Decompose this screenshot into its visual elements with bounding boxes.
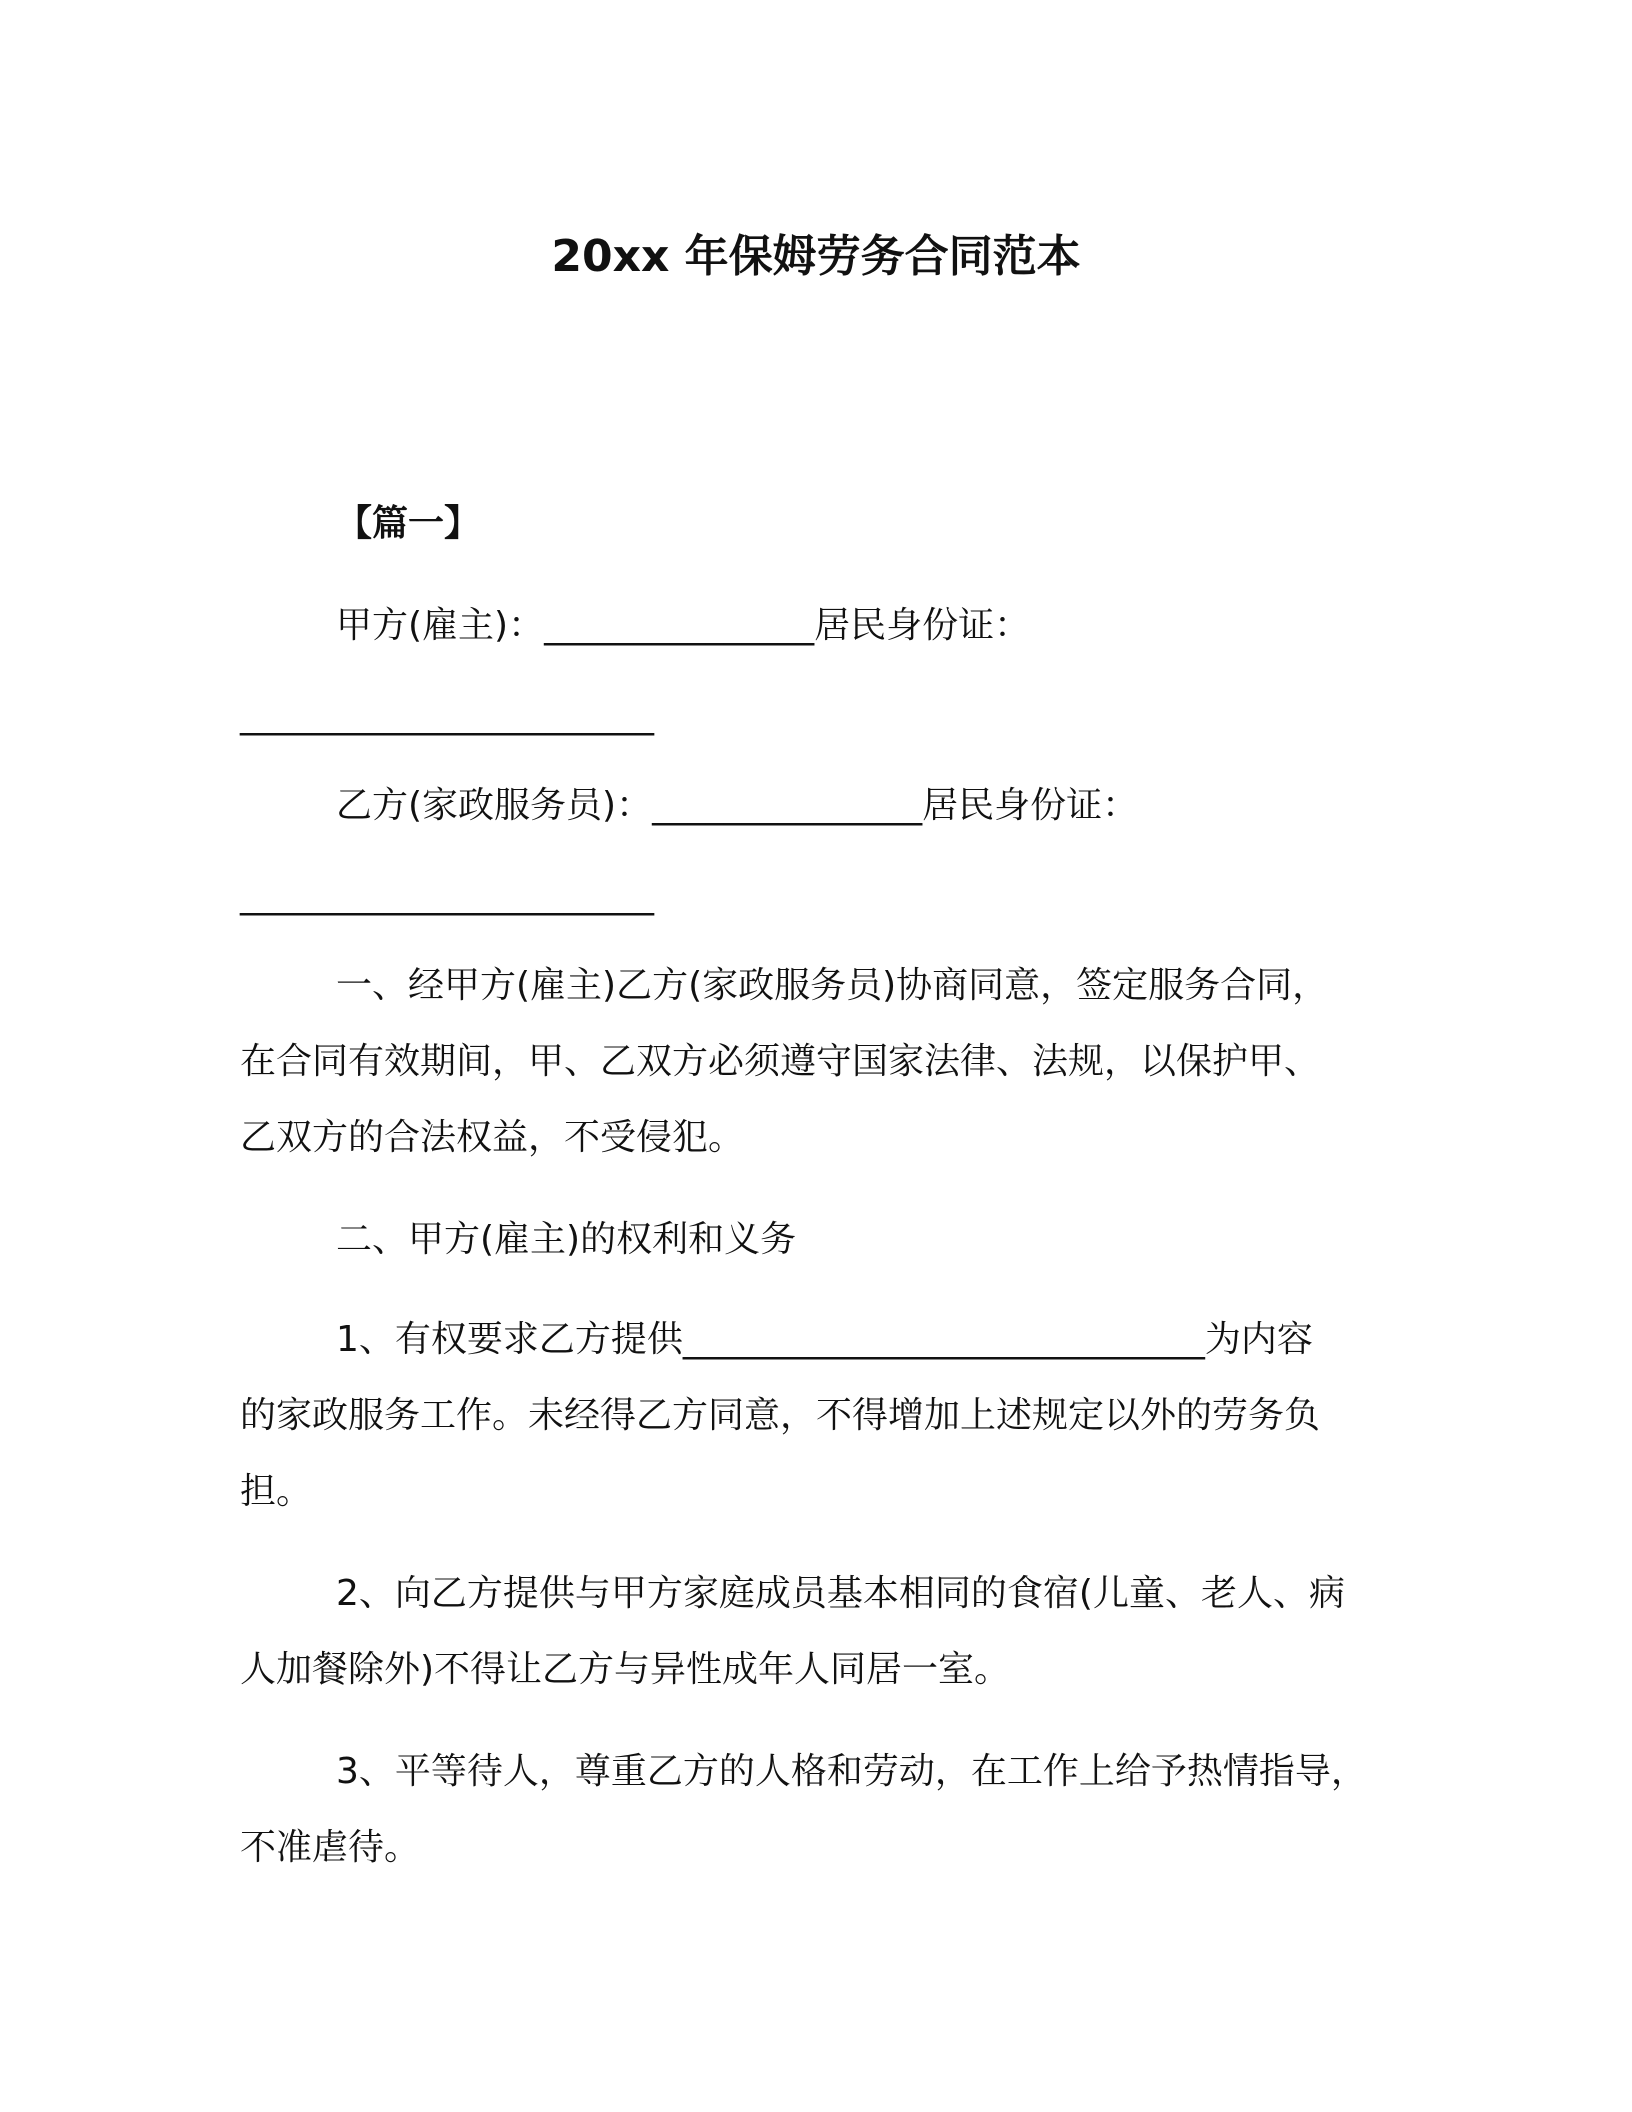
item-1-line-3: 担。 <box>240 1471 313 1512</box>
party-a-line: 甲方(雇主)：_______________居民身份证： <box>336 605 1031 646</box>
party-a-id-blank: _______________________ <box>240 695 654 736</box>
clause-1-line-2: 在合同有效期间，甲、乙双方必须遵守国家法律、法规，以保护甲、 <box>240 1041 1321 1082</box>
section-heading: 【篇一】 <box>336 503 481 544</box>
document-title: 20xx 年保姆劳务合同范本 <box>551 231 1081 282</box>
item-1-line-2: 的家政服务工作。未经得乙方同意，不得增加上述规定以外的劳务负 <box>240 1395 1321 1436</box>
party-b-id-blank: _______________________ <box>240 875 654 916</box>
clause-2-heading: 二、甲方(雇主)的权利和义务 <box>336 1219 797 1260</box>
item-1-line-1: 1、有权要求乙方提供_____________________________为内容 <box>336 1319 1313 1360</box>
party-b-line: 乙方(家政服务员)：_______________居民身份证： <box>336 785 1139 826</box>
clause-1-line-1: 一、经甲方(雇主)乙方(家政服务员)协商同意，签定服务合同， <box>336 965 1329 1006</box>
clause-1-line-3: 乙双方的合法权益，不受侵犯。 <box>240 1117 745 1158</box>
item-3-line-1: 3、平等待人，尊重乙方的人格和劳动，在工作上给予热情指导， <box>336 1751 1367 1792</box>
item-2-line-1: 2、向乙方提供与甲方家庭成员基本相同的食宿(儿童、老人、病 <box>336 1573 1345 1614</box>
item-3-line-2: 不准虐待。 <box>240 1827 421 1868</box>
item-2-line-2: 人加餐除外)不得让乙方与异性成年人同居一室。 <box>240 1649 1011 1690</box>
